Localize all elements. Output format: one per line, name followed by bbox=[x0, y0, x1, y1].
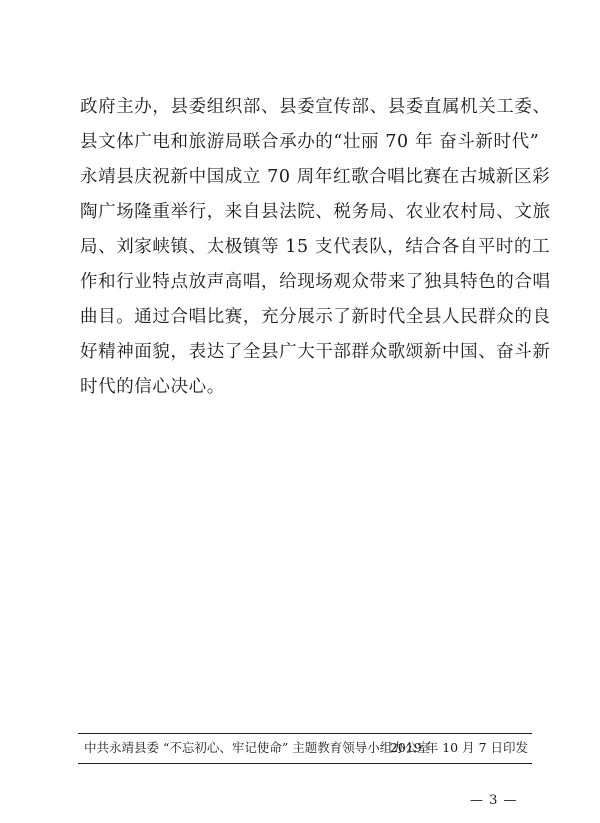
body-line: 曲目。通过合唱比赛，充分展示了新时代全县人民群众的良 bbox=[80, 307, 551, 327]
body-line: 时代的信心决心。 bbox=[80, 377, 225, 397]
body-line: 县文体广电和旅游局联合承办的“壮丽 70 年 奋斗新时代” bbox=[80, 132, 540, 152]
body-line: 局、刘家峡镇、太极镇等 15 支代表队，结合各自平时的工 bbox=[80, 237, 551, 257]
body-line: 好精神面貌，表达了全县广大干部群众歌颂新中国、奋斗新 bbox=[80, 342, 551, 362]
body-text bbox=[80, 90, 551, 405]
body-line: 作和行业特点放声高唱，给现场观众带来了独具特色的合唱 bbox=[80, 272, 551, 292]
footer bbox=[84, 736, 528, 760]
footer-date: 2019 年 10 月 7 日印发 bbox=[389, 740, 528, 755]
footer-issuer: 中共永靖县委 “不忘初心、牢记使命” 主题教育领导小组办公室 bbox=[84, 740, 430, 755]
body-line: 永靖县庆祝新中国成立 70 周年红歌合唱比赛在古城新区彩 bbox=[80, 167, 551, 187]
body-line: 政府主办，县委组织部、县委宣传部、县委直属机关工委、 bbox=[80, 97, 551, 117]
page-number: — 3 — bbox=[470, 793, 518, 808]
footer-top-rule bbox=[78, 733, 532, 734]
footer-bottom-rule bbox=[78, 763, 532, 764]
body-line: 陶广场隆重举行，来自县法院、税务局、农业农村局、文旅 bbox=[80, 202, 551, 222]
